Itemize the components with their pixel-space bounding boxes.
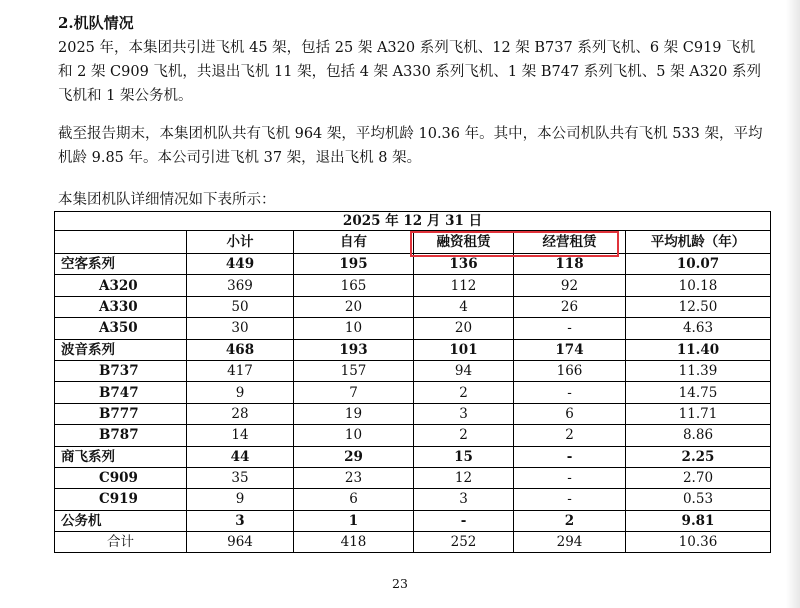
cell-subtotal: 35 (187, 467, 294, 488)
table-title-row (55, 212, 771, 231)
row-label: 公务机 (55, 510, 187, 531)
cell-age: 11.40 (626, 339, 771, 360)
row-label: 空客系列 (55, 254, 187, 275)
row-label: A330 (55, 296, 187, 317)
cell-age: 10.07 (626, 254, 771, 275)
cell-age: 10.18 (626, 275, 771, 296)
header-operating-lease: 经营租赁 (514, 231, 626, 254)
table-row (55, 467, 771, 488)
cell-operating: 26 (514, 296, 626, 317)
row-label: A350 (55, 318, 187, 339)
table-caption: 本集团机队详细情况如下表所示： (58, 192, 276, 208)
cell-owned: 165 (294, 275, 414, 296)
cell-operating: 92 (514, 275, 626, 296)
cell-age: 12.50 (626, 296, 771, 317)
cell-owned: 6 (294, 489, 414, 510)
cell-subtotal: 50 (187, 296, 294, 317)
cell-operating: 166 (514, 360, 626, 381)
cell-subtotal: 3 (187, 510, 294, 531)
cell-finance: 2 (414, 425, 514, 446)
cell-operating: - (514, 446, 626, 467)
cell-owned: 19 (294, 403, 414, 424)
row-label: 商飞系列 (55, 446, 187, 467)
table-row (55, 382, 771, 403)
cell-owned: 7 (294, 382, 414, 403)
cell-age: 8.86 (626, 425, 771, 446)
table-row (55, 296, 771, 317)
cell-finance: - (414, 510, 514, 531)
row-label: 合计 (55, 532, 187, 553)
cell-subtotal: 449 (187, 254, 294, 275)
group-row (55, 510, 771, 531)
cell-finance: 20 (414, 318, 514, 339)
header-average-age: 平均机龄（年） (626, 231, 771, 254)
header-subtotal: 小计 (187, 231, 294, 254)
table-date-title: 2025 年 12 月 31 日 (55, 212, 771, 231)
cell-age: 14.75 (626, 382, 771, 403)
cell-subtotal: 9 (187, 382, 294, 403)
table-header-row (55, 231, 771, 254)
cell-finance: 112 (414, 275, 514, 296)
cell-finance: 101 (414, 339, 514, 360)
table-body (55, 254, 771, 553)
cell-owned: 195 (294, 254, 414, 275)
group-row (55, 446, 771, 467)
row-label: 波音系列 (55, 339, 187, 360)
total-row (55, 532, 771, 553)
cell-subtotal: 44 (187, 446, 294, 467)
page-number: 23 (392, 576, 408, 591)
cell-operating: - (514, 318, 626, 339)
cell-age: 11.71 (626, 403, 771, 424)
row-label: B787 (55, 425, 187, 446)
page-edge-shadow (786, 0, 800, 608)
intro-paragraph: 2025 年，本集团共引进飞机 45 架，包括 25 架 A320 系列飞机、12 架 B737 系列飞机、6 架 C919 飞机和 2 架 C909 飞机，共退出飞机 11 架，包括 4 架 A330 系列飞机、1 架 B747 系列飞机、5 架 A320 系列飞机和 1 架公务机。 (58, 40, 761, 104)
row-label: A320 (55, 275, 187, 296)
cell-subtotal: 369 (187, 275, 294, 296)
cell-operating: - (514, 382, 626, 403)
table-row (55, 403, 771, 424)
header-blank (55, 231, 187, 254)
cell-finance: 4 (414, 296, 514, 317)
cell-subtotal: 9 (187, 489, 294, 510)
cell-operating: 174 (514, 339, 626, 360)
group-row (55, 339, 771, 360)
cell-age: 11.39 (626, 360, 771, 381)
cell-owned: 193 (294, 339, 414, 360)
cell-subtotal: 28 (187, 403, 294, 424)
cell-owned: 157 (294, 360, 414, 381)
cell-operating: 118 (514, 254, 626, 275)
row-label: B777 (55, 403, 187, 424)
row-label: C909 (55, 467, 187, 488)
cell-operating: 2 (514, 510, 626, 531)
section-heading: 2.机队情况 (58, 14, 134, 32)
cell-age: 10.36 (626, 532, 771, 553)
cell-age: 9.81 (626, 510, 771, 531)
cell-finance: 252 (414, 532, 514, 553)
cell-operating: - (514, 489, 626, 510)
cell-age: 0.53 (626, 489, 771, 510)
row-label: C919 (55, 489, 187, 510)
cell-operating: 294 (514, 532, 626, 553)
table-row (55, 489, 771, 510)
cell-owned: 10 (294, 318, 414, 339)
row-label: B737 (55, 360, 187, 381)
cell-operating: - (514, 467, 626, 488)
cell-finance: 2 (414, 382, 514, 403)
cell-subtotal: 417 (187, 360, 294, 381)
cell-age: 2.25 (626, 446, 771, 467)
cell-subtotal: 14 (187, 425, 294, 446)
cell-operating: 6 (514, 403, 626, 424)
cell-finance: 12 (414, 467, 514, 488)
cell-subtotal: 964 (187, 532, 294, 553)
cell-owned: 29 (294, 446, 414, 467)
cell-finance: 94 (414, 360, 514, 381)
cell-finance: 3 (414, 489, 514, 510)
summary-paragraph: 截至报告期末，本集团机队共有飞机 964 架，平均机龄 10.36 年。其中，本公司机队共有飞机 533 架，平均机龄 9.85 年。本公司引进飞机 37 架，退出飞机 8 架。 (58, 126, 763, 166)
table-row (55, 360, 771, 381)
cell-owned: 23 (294, 467, 414, 488)
header-finance-lease: 融资租赁 (414, 231, 514, 254)
cell-finance: 15 (414, 446, 514, 467)
cell-subtotal: 468 (187, 339, 294, 360)
cell-operating: 2 (514, 425, 626, 446)
cell-subtotal: 30 (187, 318, 294, 339)
header-owned: 自有 (294, 231, 414, 254)
cell-finance: 136 (414, 254, 514, 275)
cell-owned: 1 (294, 510, 414, 531)
table-row (55, 425, 771, 446)
cell-owned: 418 (294, 532, 414, 553)
cell-age: 4.63 (626, 318, 771, 339)
row-label: B747 (55, 382, 187, 403)
cell-owned: 20 (294, 296, 414, 317)
group-row (55, 254, 771, 275)
table-row (55, 318, 771, 339)
fleet-table (54, 211, 771, 553)
cell-owned: 10 (294, 425, 414, 446)
cell-age: 2.70 (626, 467, 771, 488)
cell-finance: 3 (414, 403, 514, 424)
table-row (55, 275, 771, 296)
